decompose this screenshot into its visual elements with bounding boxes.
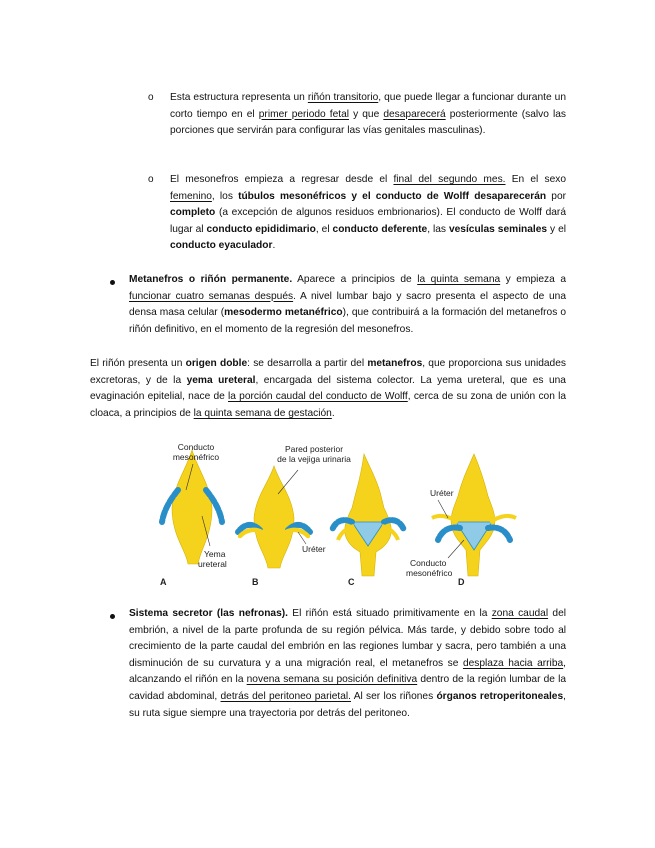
text-run: . xyxy=(272,240,276,252)
label-pared-2: de la vejiga urinaria xyxy=(277,454,351,464)
text-run: , los xyxy=(211,190,239,202)
bladder-shape xyxy=(254,466,294,568)
underlined-text: la quinta semana de gestación xyxy=(193,407,332,419)
text-run: del embrión, a nivel de la parte profunda de su región pélvica. Más tarde, y debido sobre todo al crecimiento de la parte caudal del embrión en las regiones lumbar y sacra, pero también a una disminución de su curvatura y a una migración real, el metanefros se xyxy=(129,608,567,669)
text-run: , su ruta sigue siempre una trayectoria por detrás del peritoneo. xyxy=(129,690,566,719)
underlined-text: novena semana su posición definitiva xyxy=(246,674,418,686)
bold-text: conducto eyaculador xyxy=(170,240,273,252)
underlined-text: desplaza hacia arriba xyxy=(462,657,564,669)
label-ureter-d: Uréter xyxy=(430,488,454,498)
bold-text: conducto epididimario xyxy=(206,223,316,235)
text-run: dentro de la región lumbar de la cavidad abdominal, xyxy=(129,674,567,702)
underlined-text: femenino xyxy=(170,190,212,202)
underlined-text: riñón transitorio xyxy=(307,92,379,103)
bold-text: yema ureteral xyxy=(186,374,256,386)
paragraph-text xyxy=(170,90,566,140)
bold-text: órganos retroperitoneales xyxy=(436,690,564,702)
bladder-shape xyxy=(451,454,495,576)
bullet-metanephros xyxy=(129,272,566,338)
underlined-text: la porción caudal del conducto de Wolff xyxy=(228,391,408,403)
text-run: Esta estructura representa un xyxy=(170,92,308,103)
text-run: El riñón presenta un xyxy=(90,358,186,369)
label-b: B xyxy=(252,577,259,587)
text-run: , cerca de su zona de unión con la cloaca, a principios de xyxy=(90,391,567,419)
paragraph-text xyxy=(170,172,566,255)
text-run: ), que contribuirá a la formación del metanefros o riñón definitivo, en el momento de la regresión del mesonefros. xyxy=(129,307,566,335)
bold-text: metanefros xyxy=(367,358,423,369)
bladder-shape xyxy=(345,454,392,576)
panel-c xyxy=(332,454,404,587)
bullet-secretory-system xyxy=(129,606,566,722)
sub-bullet-transitory-kidney xyxy=(170,90,566,140)
text-run: y empieza a xyxy=(500,274,566,285)
label-d: D xyxy=(458,577,465,587)
panel-a xyxy=(160,442,227,587)
underlined-text: desaparecerá xyxy=(383,108,446,120)
paragraph-text xyxy=(129,272,566,338)
label-c: C xyxy=(348,577,355,587)
panel-b xyxy=(238,444,351,587)
bold-text: origen doble xyxy=(185,358,248,369)
bullet-marker xyxy=(110,280,115,285)
underlined-text: funcionar cuatro semanas después xyxy=(129,290,294,302)
label-pared-1: Pared posterior xyxy=(284,444,344,454)
paragraph-text xyxy=(90,356,566,422)
label-a: A xyxy=(160,577,167,587)
paragraph-double-origin xyxy=(90,356,566,422)
sub-bullet-mesonephros-regression xyxy=(170,172,566,255)
text-run: , alcanzando el riñón en la xyxy=(129,657,566,686)
underlined-text: primer periodo fetal xyxy=(258,108,350,120)
text-run: y el xyxy=(547,223,567,235)
bullet-marker xyxy=(110,614,115,619)
text-run: , las xyxy=(427,223,449,235)
text-run: y que xyxy=(349,108,384,120)
text-run: Aparece a principios de xyxy=(292,274,418,285)
text-run: . A nivel lumbar bajo y sacro presenta el aspecto de una densa masa celular ( xyxy=(129,290,566,319)
bold-text: Sistema secretor (las nefronas). xyxy=(129,608,288,619)
bold-text: túbulos mesonéfricos y el conducto de Wolff desaparecerán xyxy=(238,190,547,202)
underlined-text: final del segundo mes. xyxy=(393,174,506,185)
bold-text: vesículas seminales xyxy=(448,223,548,235)
label-ureter-b: Uréter xyxy=(302,544,326,554)
underlined-text: la quinta semana xyxy=(417,274,501,285)
bold-text: mesodermo metanéfrico xyxy=(224,307,343,319)
underlined-text: detrás del peritoneo parietal. xyxy=(220,690,351,702)
text-run: posteriormente (salvo las porciones que servirán para configurar las vías genitales masculinas). xyxy=(170,108,566,137)
text-run: , que puede llegar a funcionar durante un corto tiempo en el xyxy=(170,92,566,120)
text-run: , que proporciona sus unidades excretoras, y de la xyxy=(90,358,566,386)
panel-d xyxy=(406,454,516,587)
bold-text: Metanefros o riñón permanente. xyxy=(129,274,293,285)
label-ureteral: ureteral xyxy=(198,559,227,569)
ureteric-bud-figure xyxy=(148,440,538,590)
text-run: El mesonefros empieza a regresar desde el xyxy=(170,174,394,185)
label-conducto-1: Conducto xyxy=(177,442,215,452)
bold-text: completo xyxy=(170,207,216,219)
label-conducto-d-1: Conducto xyxy=(410,558,447,568)
text-run: : se desarrolla a partir del xyxy=(247,358,368,369)
sub-bullet-marker: o xyxy=(148,92,154,103)
paragraph-text xyxy=(129,606,566,722)
underlined-text: zona caudal xyxy=(491,608,549,619)
sub-bullet-marker: o xyxy=(148,174,154,185)
bold-text: conducto deferente xyxy=(332,223,428,235)
label-yema: Yema xyxy=(204,549,226,559)
text-run: El riñón está situado primitivamente en la xyxy=(287,608,492,619)
text-run: , el xyxy=(315,223,333,235)
text-run: En el sexo xyxy=(505,174,566,185)
label-conducto-d-2: mesonéfrico xyxy=(406,568,453,578)
text-run: (a excepción de algunos residuos embrionarios). El conducto de Wolff dará lugar al xyxy=(170,207,566,235)
text-run: Al ser los riñones xyxy=(350,690,437,702)
text-run: . xyxy=(331,407,335,419)
label-mesonefrico-1: mesonéfrico xyxy=(172,452,220,462)
text-run: , encargada del sistema colector. La yema ureteral, que es una evaginación epitelial, nace de xyxy=(90,374,566,403)
text-run: por xyxy=(546,190,567,202)
